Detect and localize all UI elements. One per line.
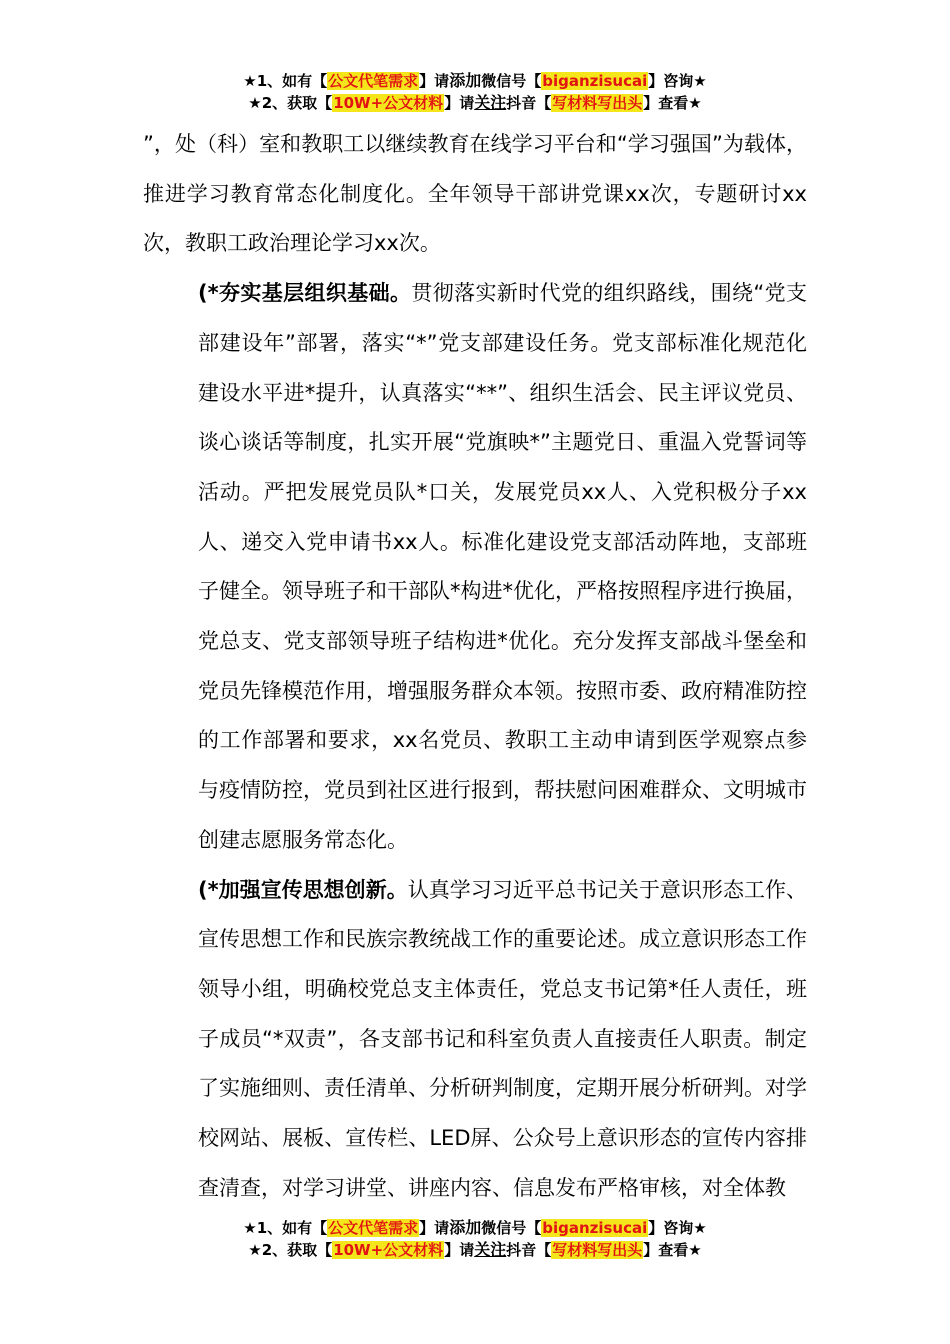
paragraph-publicity bbox=[143, 866, 807, 1214]
promo-prefix: ★1、如有【 bbox=[243, 72, 328, 90]
promo-line-2 bbox=[0, 1239, 950, 1261]
paragraph-heading: (*夯实基层组织基础。 bbox=[198, 281, 412, 306]
promo-text: 抖音【 bbox=[506, 1241, 552, 1259]
promo-highlight: 写材料写出头 bbox=[552, 94, 643, 112]
document-body bbox=[143, 120, 807, 1213]
promo-line-1 bbox=[0, 1217, 950, 1239]
promo-suffix: 】查看★ bbox=[643, 1241, 702, 1259]
promo-highlight: 公文代笔需求 bbox=[328, 72, 419, 90]
promo-line-2 bbox=[0, 92, 950, 114]
promo-emphasis: 关注 bbox=[474, 1240, 507, 1259]
promo-line-1 bbox=[0, 70, 950, 92]
promo-highlight: 公文代笔需求 bbox=[328, 1219, 419, 1237]
promo-banner-top bbox=[0, 70, 950, 114]
promo-suffix: 】咨询★ bbox=[648, 1219, 707, 1237]
promo-text: 】请 bbox=[444, 1241, 475, 1259]
promo-text: 】请 bbox=[419, 72, 450, 90]
paragraph-text: 贯彻落实新时代党的组织路线，围绕“党支部建设年”部署，落实“*”党支部建设任务。党支部标准化规范化建设水平进*提升，认真落实“**”、组织生活会、民主评议党员、谈心谈话等制度，扎实开展“党旗映*”主题党日、重温入党誓词等活动。严把发展党员队*口关，发展党员xx人、入党积极分子xx人、递交入党申请书xx人。标准化建设党支部活动阵地，支部班子健全。领导班子和干部队*构进*优化，严格按照程序进行换届，党总支、党支部领导班子结构进*优化。充分发挥支部战斗堡垒和党员先锋模范作用，增强服务群众本领。按照市委、政府精准防控的工作部署和要求，xx名党员、教职工主动申请到医学观察点参与疫情防控，党员到社区进行报到，帮扶慰问困难群众、文明城市创建志愿服务常态化。 bbox=[198, 281, 807, 852]
promo-highlight: 写材料写出头 bbox=[552, 1241, 643, 1259]
promo-highlight: biganzisucai bbox=[542, 1219, 648, 1237]
promo-suffix: 】查看★ bbox=[643, 94, 702, 112]
promo-text: 微信号【 bbox=[481, 1219, 542, 1237]
promo-text: 抖音【 bbox=[506, 94, 552, 112]
paragraph-heading: (*加强宣传思想创新。 bbox=[198, 877, 408, 902]
promo-emphasis: 关注 bbox=[474, 93, 507, 112]
promo-prefix: ★2、获取【 bbox=[248, 1241, 333, 1259]
paragraph-continuation bbox=[143, 120, 807, 269]
promo-text: 微信号【 bbox=[481, 72, 542, 90]
promo-suffix: 】咨询★ bbox=[648, 72, 707, 90]
promo-banner-bottom bbox=[0, 1217, 950, 1261]
paragraph-organization bbox=[143, 269, 807, 865]
paragraph-text: ”，处（科）室和教职工以继续教育在线学习平台和“学习强国”为载体，推进学习教育常态化制度化。全年领导干部讲党课xx次，专题研讨xx次，教职工政治理论学习xx次。 bbox=[143, 132, 807, 256]
promo-text: 】请 bbox=[419, 1219, 450, 1237]
promo-prefix: ★2、获取【 bbox=[248, 94, 333, 112]
promo-prefix: ★1、如有【 bbox=[243, 1219, 328, 1237]
paragraph-text: 认真学习习近平总书记关于意识形态工作、宣传思想工作和民族宗教统战工作的重要论述。成立意识形态工作领导小组，明确校党总支主体责任，党总支书记第*任人责任，班子成员“*双责”，各支部书记和科室负责人直接责任人职责。制定了实施细则、责任清单、分析研判制度，定期开展分析研判。对学校网站、展板、宣传栏、LED屏、公众号上意识形态的宣传内容排查清查，对学习讲堂、讲座内容、信息发布严格审核，对全体教 bbox=[198, 877, 807, 1200]
promo-highlight: 10W+公文材料 bbox=[333, 1241, 444, 1259]
promo-text: 】请 bbox=[444, 94, 475, 112]
promo-highlight: biganzisucai bbox=[542, 72, 648, 90]
promo-emphasis: 添加 bbox=[449, 1218, 482, 1237]
promo-highlight: 10W+公文材料 bbox=[333, 94, 444, 112]
promo-emphasis: 添加 bbox=[449, 71, 482, 90]
